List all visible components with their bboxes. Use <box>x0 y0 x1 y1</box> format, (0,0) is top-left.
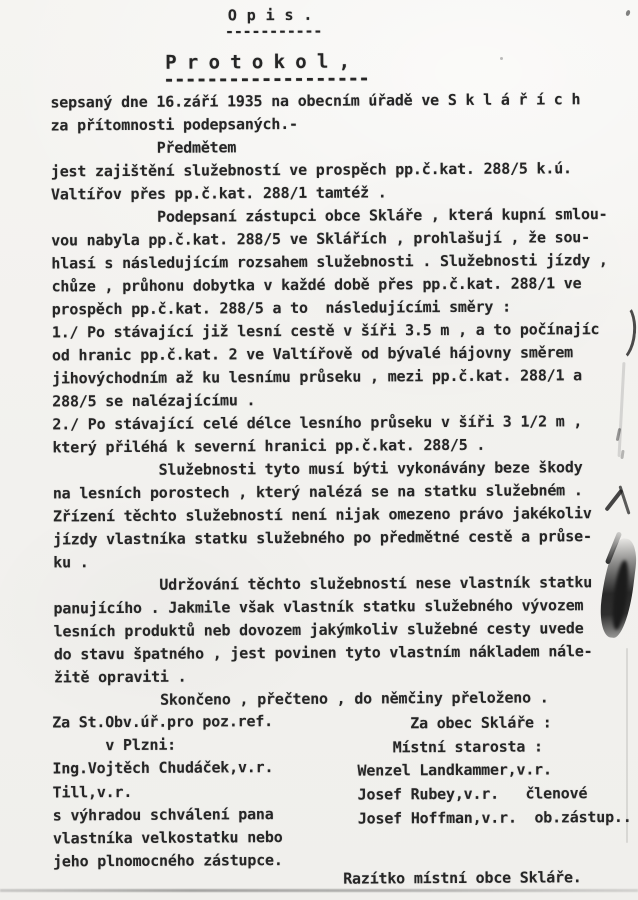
body-line: Udržování těchto služebností nese vlastník statku <box>53 573 593 595</box>
document-title-underline: ------------------- <box>163 67 370 91</box>
signature-line: jeho plnomocného zástupce. <box>53 851 283 871</box>
body-line: Zřízení těchto služebností není nijak omezeno právo jakékoliv <box>52 504 592 526</box>
signature-line: s výhradou schválení pana <box>52 804 274 825</box>
body-line: Podepsaní zástupci obce Skláře , která kupní smlou- <box>51 205 608 227</box>
signature-line: Za St.Obv.úř.pro poz.ref. <box>52 712 274 732</box>
signature-line: Josef Hoffman,v.r. ob.zástup.. <box>357 807 632 828</box>
signature-line: v Plzni: <box>52 735 177 755</box>
body-line: vou nabyla pp.č.kat. 288/5 ve Sklářích , prohlašují , že sou- <box>51 228 590 250</box>
signature-line: Josef Rubey,v.r. členové <box>357 784 588 804</box>
body-line: ku . <box>53 553 89 572</box>
stamp-note: Razítko místní obce Skláře. <box>343 868 582 888</box>
body-line: prospěch pp.č.kat. 288/5 a to následujícími směry : <box>51 297 511 319</box>
signature-line: Ing.Vojtěch Chudáček,v.r. <box>52 758 274 778</box>
body-line: Předmětem <box>50 138 237 158</box>
body-line: na lesních porostech , který nalézá se na statku služebném . <box>52 481 583 503</box>
signature-block-right <box>357 711 631 831</box>
body-line: žitě opraviti . <box>53 667 187 687</box>
body-line: do stavu špatného , jest povinen tyto vlastním nákladem nále- <box>53 642 593 664</box>
body-line: jízdy vlastníka statku služebného po předmětné cestě a průse- <box>53 527 592 549</box>
body-line: jest zajištění služebností ve prospěch pp.č.kat. 288/5 k.ú. <box>50 159 572 181</box>
body-line: Valtířov přes pp.č.kat. 288/1 tamtéž . <box>50 183 387 204</box>
signature-line: Místní starosta : <box>357 737 543 757</box>
document-body <box>50 88 610 712</box>
signature-line: Za obec Skláře : <box>357 713 552 733</box>
body-line: 2./ Po stávající celé délce lesního průseku v šíři 3 1/2 m , <box>52 412 583 434</box>
document-copy-heading: O p i s . <box>227 5 313 25</box>
body-line: Služebnosti tyto musí býti vykonávány beze škody <box>52 458 583 480</box>
signature-line: vlastníka velkostatku nebo <box>52 828 283 848</box>
body-line: sepsaný dne 16.září 1935 na obecním úřadě ve S k l á ř í c h <box>50 90 581 112</box>
body-line: 1./ Po stávající již lesní cestě v šíři 3.5 m , a to počínajíc <box>51 320 600 342</box>
body-line: chůze , průhonu dobytka v každé době přes pp.č.kat. 288/1 ve <box>51 274 582 296</box>
body-line: od hranic pp.č.kat. 2 ve Valtířově od bývalé hájovny směrem <box>51 343 574 365</box>
body-line: který přiléhá k severní hranici pp.č.kat. 288/5 . <box>52 435 486 457</box>
body-line: jihovýchodním až ku lesnímu průseku , mezi pp.č.kat. 288/1 a <box>52 366 583 388</box>
body-line: hlasí s následujícím rozsahem služebnosti . Služebnosti jízdy , <box>51 251 608 273</box>
signature-line: Till,v.r. <box>52 782 133 802</box>
signature-line: Wenzel Landkammer,v.r. <box>357 760 552 780</box>
body-line: panujícího . Jakmile však vlastník statku služebného vývozem <box>53 596 584 618</box>
body-line: lesních produktů neb dovozem jakýmkoliv služebné cesty uvede <box>53 619 584 641</box>
document-copy-heading-underline: ----------- <box>224 21 323 41</box>
body-line: Skončeno , přečteno , do němčiny přeloženo . <box>54 688 549 710</box>
document-title: P r o t o k o l , <box>165 50 350 74</box>
body-line: za přítomnosti podepsaných.- <box>50 114 298 135</box>
body-line: 288/5 se nalézajícímu . <box>52 391 256 411</box>
signature-block-left <box>52 710 283 874</box>
